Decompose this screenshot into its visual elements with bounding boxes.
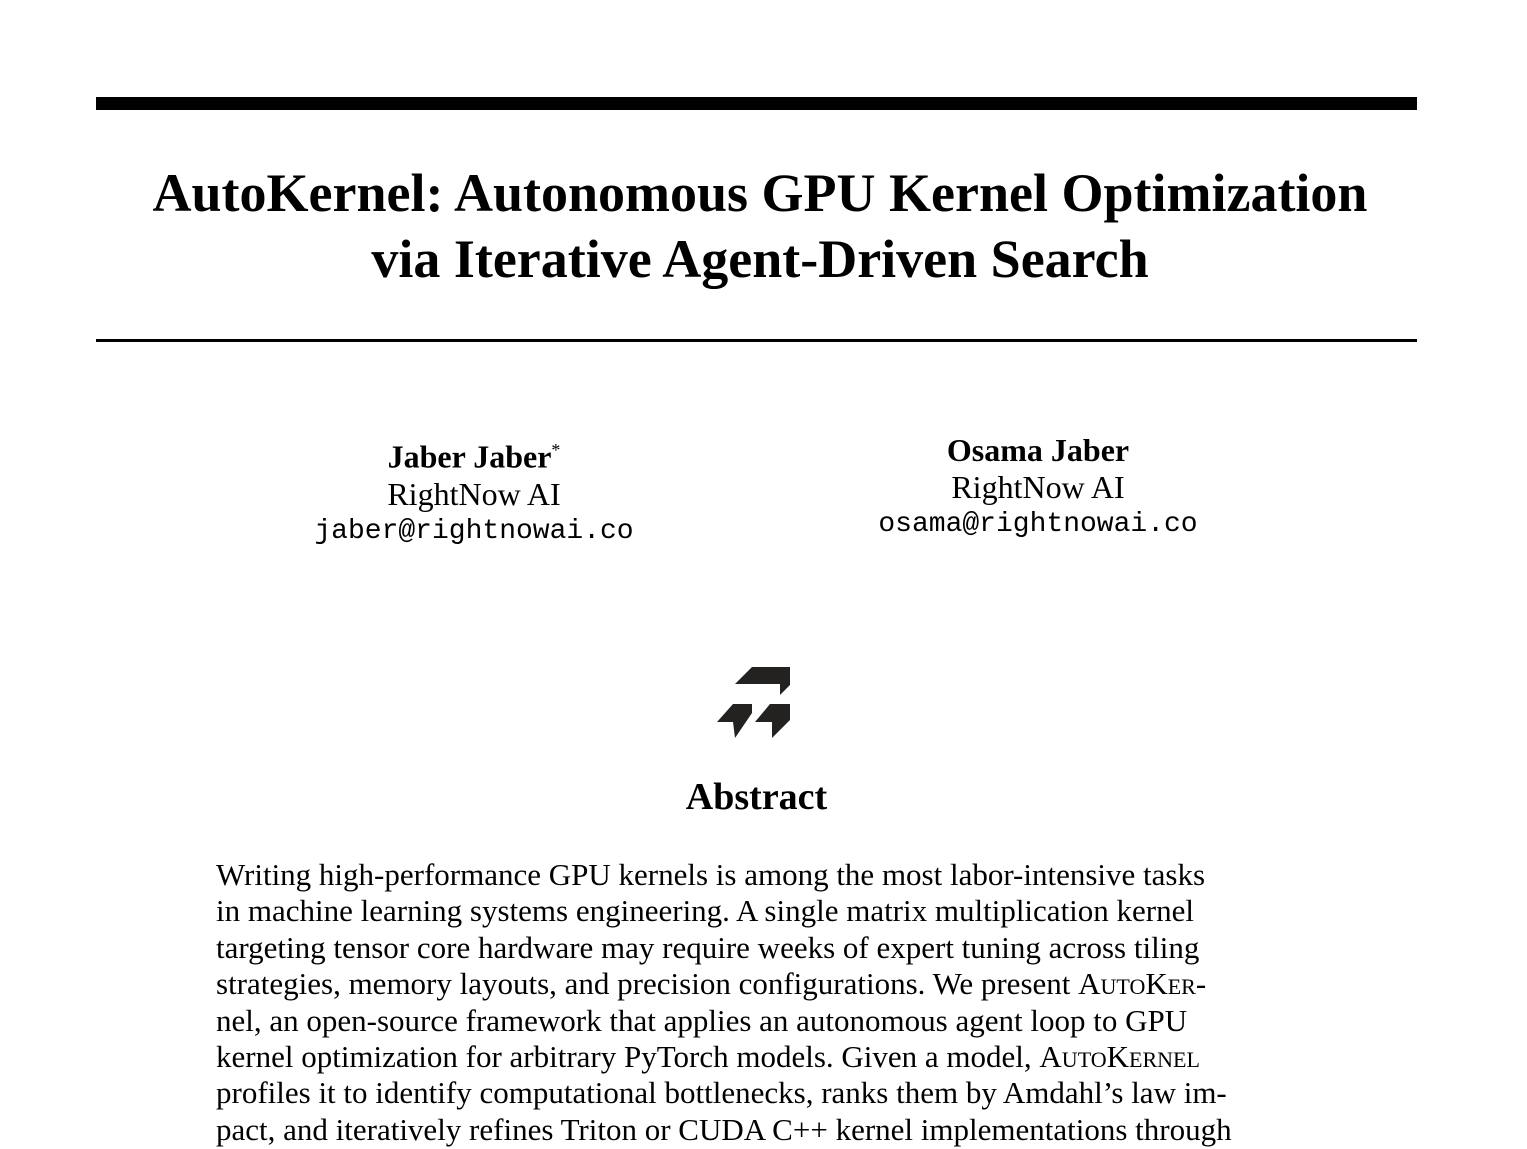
- paper-title: [60, 160, 1460, 292]
- abstract-line: in machine learning systems engineering. A single matrix multiplication kernel: [216, 893, 1194, 929]
- author-email: osama@rightnowai.co: [878, 509, 1198, 540]
- abstract-line: profiles it to identify computational bottlenecks, ranks them by Amdahl’s law im-: [216, 1075, 1227, 1111]
- abstract-line: nel, an open-source framework that applies an autonomous agent loop to GPU: [216, 1002, 1188, 1038]
- author-email: jaber@rightnowai.co: [314, 515, 634, 547]
- abstract-line: kernel optimization for arbitrary PyTorch models. Given a model, AutoKernel: [216, 1039, 1200, 1075]
- abstract-body: [216, 857, 1298, 1148]
- rightnow-logo-icon: [700, 650, 810, 750]
- title-line-1: AutoKernel: Autonomous GPU Kernel Optimization: [152, 163, 1368, 223]
- title-line-2: via Iterative Agent-Driven Search: [371, 229, 1149, 289]
- author-affiliation: RightNow AI: [951, 469, 1125, 505]
- footnote-mark: *: [551, 440, 561, 460]
- abstract-line: Writing high-performance GPU kernels is among the most labor-intensive tasks: [216, 857, 1206, 892]
- author-block: [224, 432, 724, 550]
- abstract-line: pact, and iteratively refines Triton or CUDA C++ kernel implementations through: [216, 1111, 1232, 1147]
- abstract-line: targeting tensor core hardware may require weeks of expert tuning across tiling: [216, 929, 1200, 965]
- author-block: [788, 432, 1288, 543]
- abstract-line: strategies, memory layouts, and precision configurations. We present AutoKer-: [216, 966, 1207, 1002]
- abstract-heading: Abstract: [685, 776, 828, 818]
- author-name: Osama Jaber: [946, 432, 1130, 468]
- author-name: Jaber Jaber: [387, 438, 552, 475]
- title-rule: [96, 339, 1417, 342]
- top-rule: [96, 97, 1417, 110]
- author-affiliation: RightNow AI: [387, 475, 561, 512]
